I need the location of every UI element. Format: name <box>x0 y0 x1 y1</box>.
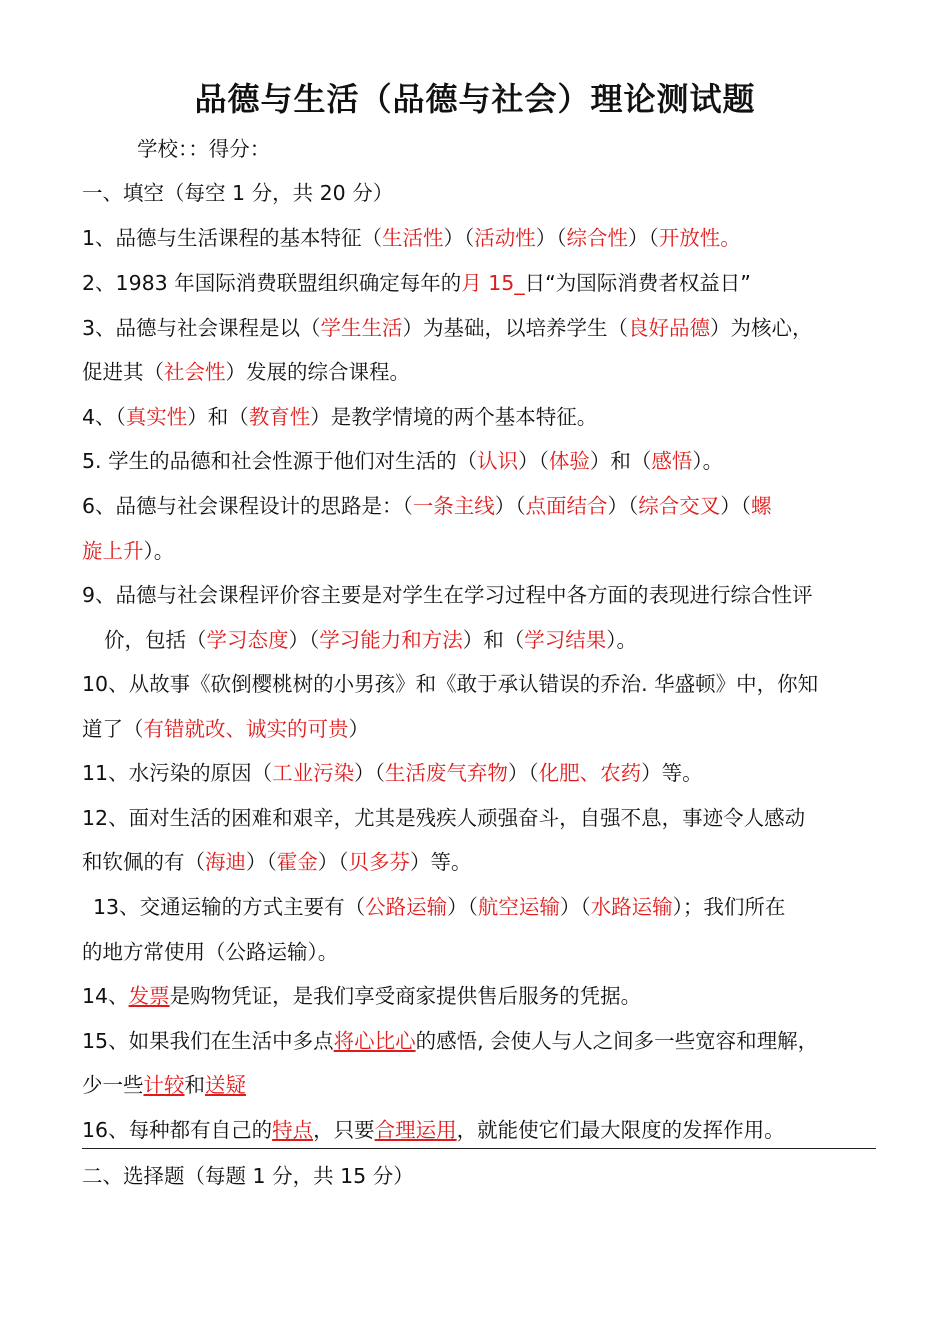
answer-text: 活动性 <box>474 226 536 250</box>
answer-text: 综合性 <box>566 226 629 250</box>
question-10-continued <box>82 714 369 744</box>
question-6 <box>82 491 772 521</box>
answer-text: 体验 <box>548 449 590 473</box>
question-6-continued <box>82 536 174 566</box>
question-text: ）（ <box>720 494 752 518</box>
question-text: ）（ <box>246 850 277 874</box>
school-score-line: 学校：：得分： <box>137 137 271 161</box>
question-text: 13、交通运输的方式主要有（ <box>93 895 366 919</box>
question-text: ，只要 <box>313 1118 375 1142</box>
answer-text: 认识 <box>477 449 519 473</box>
answer-text: 学习态度 <box>206 628 289 652</box>
answer-text: 开放性。 <box>658 226 741 250</box>
question-12-continued <box>82 847 472 877</box>
question-text: 价，包括（ <box>104 628 207 652</box>
answer-text: 月 15_ <box>461 271 525 295</box>
question-text: 促进其（ <box>82 360 164 384</box>
question-text: ）为核心， <box>710 316 813 340</box>
answer-text: 工业污染 <box>272 761 355 785</box>
question-text: ）发展的综合课程。 <box>225 360 410 384</box>
answer-text: 良好品德 <box>628 316 711 340</box>
question-15-continued <box>82 1070 246 1100</box>
question-text: ）（ <box>628 226 659 250</box>
question-text: 的感悟, 会使人与人之间多一些宽容和理解， <box>415 1029 819 1053</box>
question-9-continued <box>104 625 637 655</box>
question-text: ）。 <box>143 539 175 563</box>
section-divider <box>82 1148 876 1149</box>
question-text: 和 <box>184 1073 205 1097</box>
question-text: 14、 <box>82 984 129 1008</box>
section-heading-multiple-choice: 二、选择题（每题 1 分，共 15 分） <box>82 1164 414 1188</box>
answer-text: 学生生活 <box>320 316 403 340</box>
question-13 <box>93 892 785 922</box>
question-text: ）为基础，以培养学生（ <box>402 316 629 340</box>
answer-text: 有错就改、诚实的可贵 <box>143 717 349 741</box>
answer-text: 公路运输 <box>365 895 448 919</box>
question-text: ）是教学情境的两个基本特征。 <box>310 405 598 429</box>
question-2 <box>82 268 751 298</box>
answer-text: 化肥、农药 <box>538 761 642 785</box>
question-text: 1、品德与生活课程的基本特征（ <box>82 226 383 250</box>
question-text: 15、如果我们在生活中多点 <box>82 1029 334 1053</box>
question-9 <box>82 580 813 610</box>
page-title: 品德与生活（品德与社会）理论测试题 <box>194 80 756 118</box>
question-text: ）（ <box>443 226 475 250</box>
question-text: ）。 <box>606 628 637 652</box>
question-12 <box>82 803 805 833</box>
answer-text: 螺 <box>751 494 772 518</box>
answer-text: 海迪 <box>205 850 246 874</box>
question-text: ）；我们所在 <box>672 895 786 919</box>
question-text: 3、品德与社会课程是以（ <box>82 316 321 340</box>
question-text: 11、水污染的原因（ <box>82 761 273 785</box>
question-1 <box>82 223 741 253</box>
question-text: 4、（ <box>82 405 126 429</box>
question-text: ）（ <box>288 628 320 652</box>
question-text: 少一些 <box>82 1073 144 1097</box>
question-text: ）（ <box>507 761 539 785</box>
answer-text: 将心比心 <box>333 1029 416 1053</box>
question-text: 的地方常使用（公路运输）。 <box>82 940 339 964</box>
answer-text: 真实性 <box>125 405 188 429</box>
question-text: ）（ <box>535 226 567 250</box>
question-text: 6、品德与社会课程设计的思路是：（ <box>82 494 413 518</box>
question-text: ，就能使它们最大限度的发挥作用。 <box>456 1118 785 1142</box>
question-text: 和钦佩的有（ <box>82 850 205 874</box>
question-5 <box>82 446 723 476</box>
question-text: ）和（ <box>187 405 249 429</box>
question-15 <box>82 1026 818 1056</box>
question-text: 16、每种都有自己的 <box>82 1118 273 1142</box>
question-text: ）（ <box>518 449 549 473</box>
question-text: ）（ <box>317 850 349 874</box>
answer-text: 旋上升 <box>82 539 144 563</box>
answer-text: 综合交叉 <box>638 494 721 518</box>
question-text: ）。 <box>692 449 724 473</box>
answer-text: 学习能力和方法 <box>319 628 463 652</box>
question-text: 道了（ <box>82 717 144 741</box>
answer-text: 点面结合 <box>525 494 608 518</box>
question-text: ）和（ <box>589 449 652 473</box>
answer-text: 学习结果 <box>524 628 607 652</box>
question-text: 是购物凭证，是我们享受商家提供售后服务的凭据。 <box>169 984 642 1008</box>
answer-text: 水路运输 <box>590 895 673 919</box>
answer-text: 生活废气弃物 <box>384 761 508 785</box>
question-text: ）等。 <box>410 850 472 874</box>
question-text: 5. 学生的品德和社会性源于他们对生活的（ <box>82 449 478 473</box>
answer-text: 一条主线 <box>412 494 495 518</box>
question-text: ）（ <box>354 761 385 785</box>
answer-text: 教育性 <box>248 405 311 429</box>
question-3-continued <box>82 357 410 387</box>
question-text: 日“为国际消费者权益日” <box>524 271 751 295</box>
answer-text: 送疑 <box>205 1073 246 1097</box>
answer-text: 社会性 <box>164 360 226 384</box>
question-text: ）（ <box>607 494 639 518</box>
question-14 <box>82 981 641 1011</box>
question-text: ）（ <box>447 895 478 919</box>
question-text: 2、1983 年国际消费联盟组织确定每年的 <box>82 271 462 295</box>
question-text: 9、品德与社会课程评价容主要是对学生在学习过程中各方面的表现进行综合性评 <box>82 583 813 607</box>
question-text: 12、面对生活的困难和艰辛，尤其是残疾人顽强奋斗，自强不息，事迹令人感动 <box>82 806 806 830</box>
answer-text: 计较 <box>143 1073 185 1097</box>
question-text: ）（ <box>494 494 526 518</box>
question-text: ） <box>348 717 369 741</box>
question-text: 10、从故事《砍倒樱桃树的小男孩》和《敢于承认错误的乔治. 华盛顿》中，你知 <box>82 672 819 696</box>
answer-text: 特点 <box>272 1118 314 1142</box>
answer-text: 霍金 <box>276 850 318 874</box>
answer-text: 贝多芬 <box>348 850 410 874</box>
question-text: ）和（ <box>462 628 525 652</box>
answer-text: 航空运输 <box>477 895 560 919</box>
answer-text: 合理运用 <box>374 1118 457 1142</box>
answer-text: 生活性 <box>382 226 444 250</box>
question-text: ）（ <box>559 895 591 919</box>
question-11 <box>82 758 703 788</box>
question-16 <box>82 1115 785 1145</box>
question-13-continued <box>82 937 338 967</box>
answer-text: 发票 <box>128 984 170 1008</box>
question-text: ）等。 <box>641 761 703 785</box>
question-4 <box>82 402 597 432</box>
section-heading-fill-blank: 一、填空（每空 1 分，共 20 分） <box>82 181 394 205</box>
answer-text: 感悟 <box>651 449 693 473</box>
question-3 <box>82 313 813 343</box>
question-10 <box>82 669 818 699</box>
